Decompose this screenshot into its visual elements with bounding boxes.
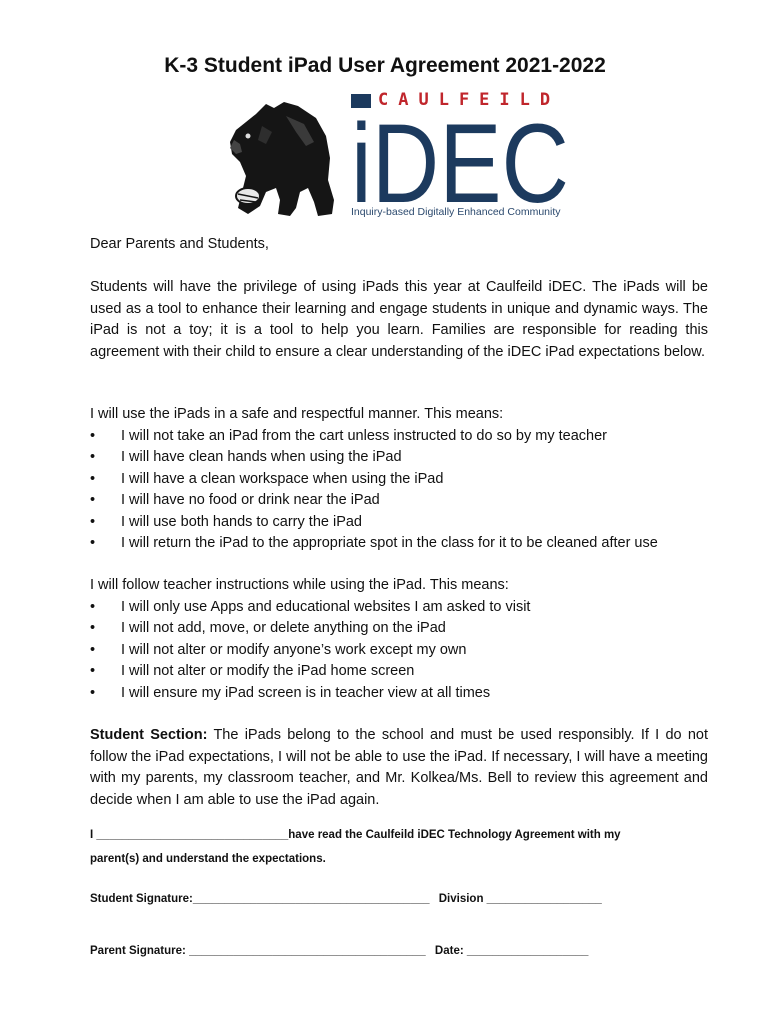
division-label: Division [438,893,484,905]
ack-prefix: I [90,829,94,841]
student-section-body: The iPads belong to the school and must be used responsibly. If I do not follow the iPad expectations, I will not be able to use the iPad. If necessary, I will have a meeting with my parents, my classroom teacher, and Mr. Kolkea/Ms. Bell to review this agreement and decide when I am able to use the iPad again. [90,727,708,808]
list-item: • I will not take an iPad from the cart unless instructed to do so by my teacher [90,426,708,448]
division-field[interactable]: __________________ [486,893,602,905]
acknowledgement-line [90,829,621,841]
date-label: Date: [434,945,464,957]
teacher-heading: I will follow teacher instructions while using the iPad. This means: [90,577,509,593]
safe-section [90,404,708,555]
intro-paragraph [90,277,708,363]
list-item: • I will not add, move, or delete anything on the iPad [90,618,708,640]
list-item: • I will use both hands to carry the iPad [90,512,708,534]
ack-text: have read the Caulfeild iDEC Technology Agreement with my [288,829,621,841]
bear-logo-icon [226,96,338,218]
student-signature-row [90,893,602,905]
parent-signature-label: Parent Signature: [90,945,186,957]
safe-list [90,426,708,555]
list-item: • I will return the iPad to the appropriate spot in the class for it to be cleaned after use [90,533,708,555]
logo-brand-text: iDEC [351,112,569,204]
safe-heading: I will use the iPads in a safe and respectful manner. This means: [90,406,504,422]
idec-wordmark [351,112,571,204]
list-item: • I will not alter or modify anyone’s work except my own [90,640,708,662]
list-item: • I will have a clean workspace when using the iPad [90,469,708,491]
logo-tagline: Inquiry-based Digitally Enhanced Community [351,206,561,218]
parent-signature-row [90,945,588,957]
acknowledgement-line-2 [90,853,326,865]
greeting [90,234,708,256]
page-title: K-3 Student iPad User Agreement 2021-2022 [164,54,606,77]
list-item: • I will only use Apps and educational websites I am asked to visit [90,597,708,619]
student-signature-label: Student Signature: [90,893,193,905]
greeting-text: Dear Parents and Students, [90,236,269,252]
list-item: • I will ensure my iPad screen is in teacher view at all times [90,683,708,705]
list-item: • I will have no food or drink near the iPad [90,490,708,512]
logo-accent-bar [351,94,371,108]
intro-text: Students will have the privilege of using iPads this year at Caulfeild iDEC. The iPads will be used as a tool to enhance their learning and engage students in unique and dynamic ways. The iPad is not a toy; it is a tool to help you learn. Families are responsible for reading this agreement with their child to ensure a clear understanding of the iDEC iPad expectations below. [90,279,708,360]
list-item: • I will have clean hands when using the iPad [90,447,708,469]
logo-school-name: CAULFEILD [378,90,561,110]
ack-name-blank[interactable]: ______________________________ [96,829,289,841]
student-section [90,725,708,811]
student-signature-field[interactable]: _____________________________________ [192,893,430,905]
ack-text-2: parent(s) and understand the expectations. [90,853,326,865]
list-item: • I will not alter or modify the iPad home screen [90,661,708,683]
date-field[interactable]: ___________________ [466,945,589,957]
parent-signature-field[interactable]: _____________________________________ [189,945,426,957]
teacher-list [90,597,708,705]
student-section-text [90,725,708,811]
student-section-label: Student Section: [90,727,208,743]
teacher-section [90,575,708,704]
